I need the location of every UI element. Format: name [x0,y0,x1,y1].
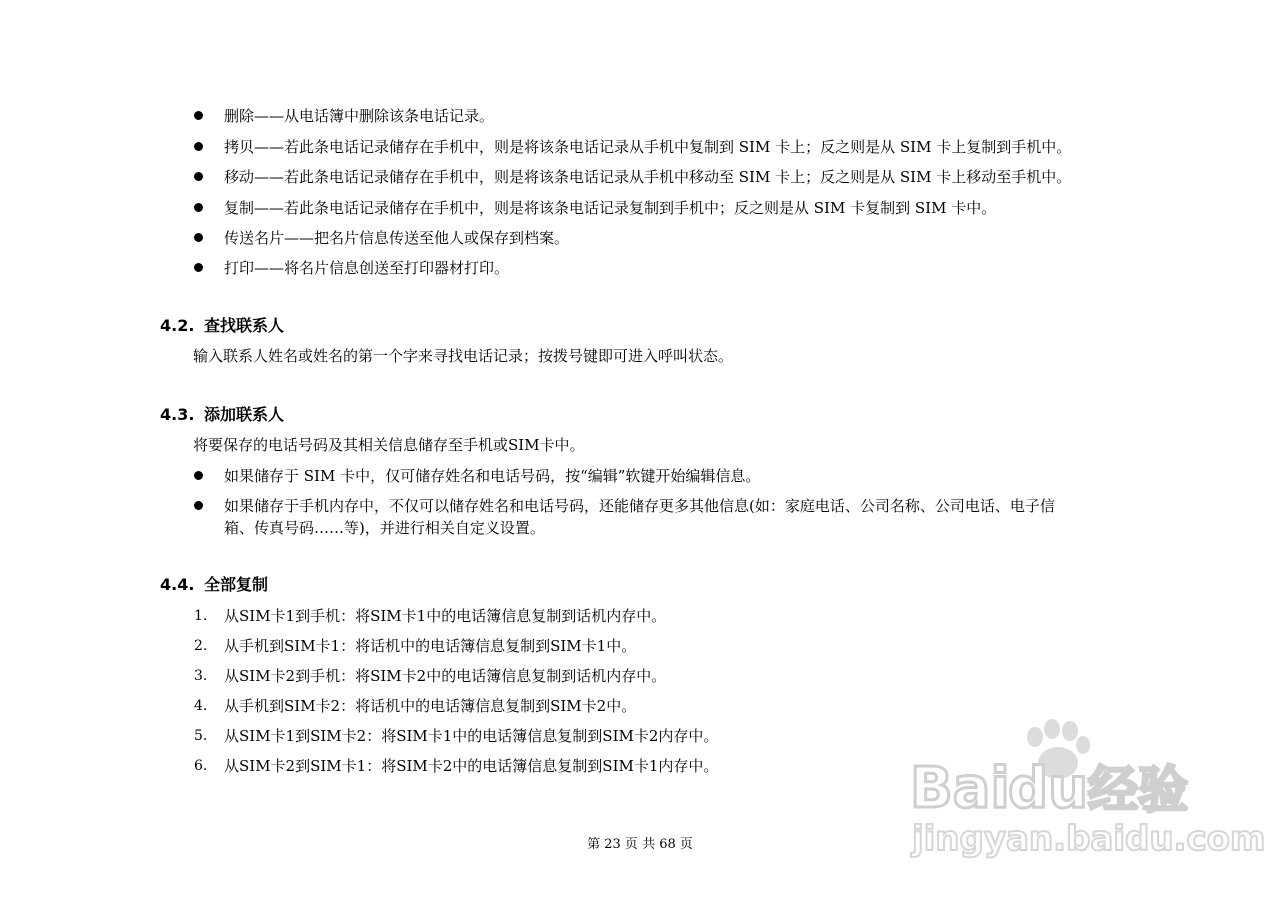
bullet-item-delete: 删除——从电话簿中删除该条电话记录。 [224,107,495,125]
section-heading-4-2 [160,316,284,336]
watermark-jingyan-cn: 经验 [1088,761,1188,819]
watermark-brand: Bai [910,756,1010,821]
list-item: 从SIM卡2到手机：将SIM卡2中的电话簿信息复制到话机内存中。 [224,667,667,685]
section-number: 4.3. [160,405,195,424]
bullet-item-move: 移动——若此条电话记录储存在手机中，则是将该条电话记录从手机中移动至 SIM 卡上；反之则是从 SIM 卡上移动至手机中。 [224,168,1072,186]
section-title: 添加联系人 [204,405,285,424]
watermark-brand-du: du [1008,756,1088,821]
bullet-dot [194,142,203,151]
list-item-number: 1. [194,608,208,624]
bullet-item-copy: 拷贝——若此条电话记录储存在手机中，则是将该条电话记录从手机中复制到 SIM 卡上；反之则是从 SIM 卡上复制到手机中。 [224,138,1072,156]
list-item: 从SIM卡1到SIM卡2：将SIM卡1中的电话簿信息复制到SIM卡2内存中。 [224,727,719,745]
bullet-item-duplicate: 复制——若此条电话记录储存在手机中，则是将该条电话记录复制到手机中；反之则是从 SIM 卡复制到 SIM 卡中。 [224,199,997,217]
bullet-dot [194,233,203,242]
list-item-number: 2. [194,638,208,654]
bullet-item-sim-storage: 如果储存于 SIM 卡中，仅可储存姓名和电话号码，按“编辑”软键开始编辑信息。 [224,467,761,485]
list-item: 从SIM卡2到SIM卡1：将SIM卡2中的电话簿信息复制到SIM卡1内存中。 [224,757,719,775]
list-item: 从手机到SIM卡2：将话机中的电话簿信息复制到SIM卡2中。 [224,697,637,715]
section-number: 4.2. [160,316,195,335]
section-body-4-3: 将要保存的电话号码及其相关信息储存至手机或SIM卡中。 [193,436,585,454]
list-item: 从SIM卡1到手机：将SIM卡1中的电话簿信息复制到话机内存中。 [224,607,667,625]
list-item-number: 3. [194,668,208,684]
bullet-dot [194,471,203,480]
bullet-item-phone-storage-cont: 箱、传真号码……等)，并进行相关自定义设置。 [224,519,545,537]
section-body-4-2: 输入联系人姓名或姓名的第一个字来寻找电话记录；按拨号键即可进入呼叫状态。 [193,347,734,365]
list-item-number: 6. [194,758,208,774]
list-item-number: 4. [194,698,208,714]
watermark-url: jingyan.baidu.com [912,819,1266,859]
section-number: 4.4. [160,575,195,594]
bullet-dot [194,203,203,212]
bullet-dot [194,172,203,181]
bullet-item-print: 打印——将名片信息创送至打印器材打印。 [224,259,510,277]
bullet-dot [194,263,203,272]
list-item-number: 5. [194,728,208,744]
bullet-dot [194,111,203,120]
bullet-item-send-card: 传送名片——把名片信息传送至他人或保存到档案。 [224,229,570,247]
page-number-footer: 第 23 页 共 68 页 [587,837,693,852]
section-heading-4-4 [160,575,268,595]
bullet-dot [194,501,203,510]
baidu-jingyan-watermark-logo [890,715,1266,865]
section-title: 全部复制 [204,575,269,594]
bullet-item-phone-storage: 如果储存于手机内存中，不仅可以储存姓名和电话号码，还能储存更多其他信息(如：家庭电话、公司名称、公司电话、电子信 [224,497,1055,515]
list-item: 从手机到SIM卡1：将话机中的电话簿信息复制到SIM卡1中。 [224,637,637,655]
section-title: 查找联系人 [204,316,285,335]
section-heading-4-3 [160,405,284,425]
